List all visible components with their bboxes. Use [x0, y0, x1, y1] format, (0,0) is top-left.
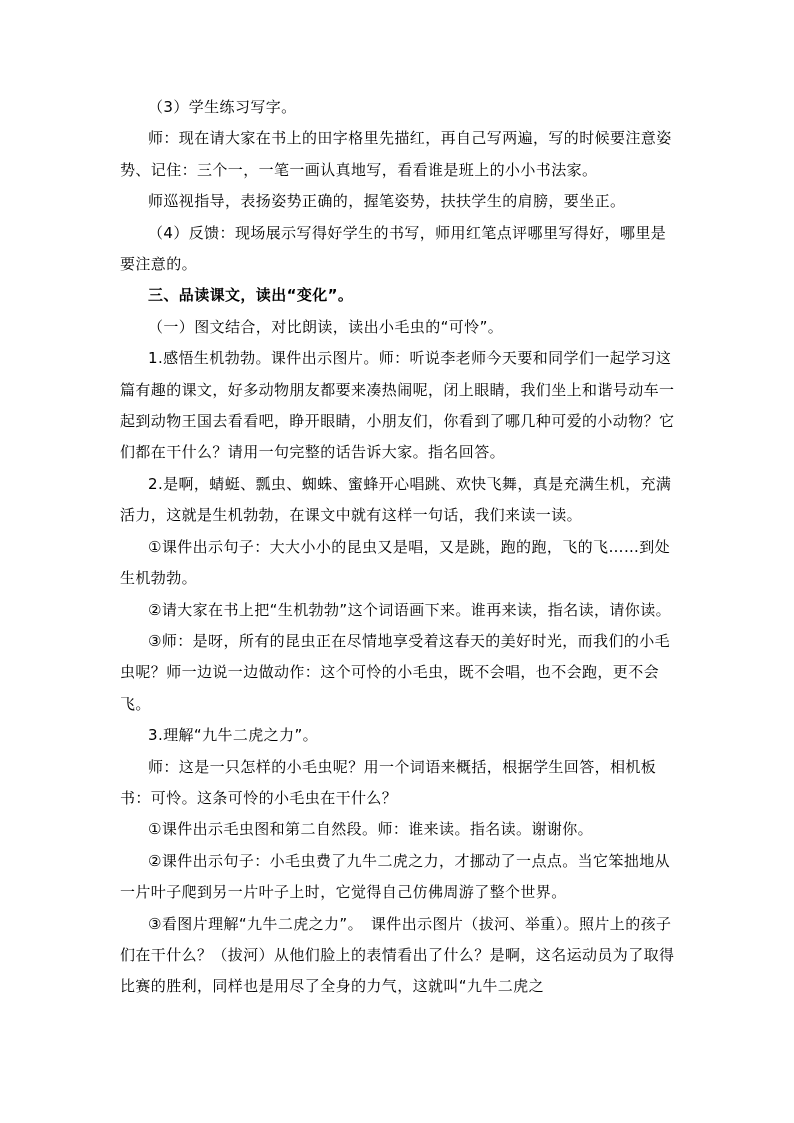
paragraph-step-1: 1.感悟生机勃勃。课件出示图片。师：听说李老师今天要和同学们一起学习这篇有趣的课文，好多动物朋友都要来凑热闹呢，闭上眼睛，我们坐上和谐号动车一起到动物王国去看看吧，睁开眼睛，小朋友们，你看到了哪几种可爱的小动物？它们都在干什么？请用一句完整的话告诉大家。指名回答。 [120, 349, 675, 462]
paragraph-teacher-patrol: 师巡视指导，表扬姿势正确的，握笔姿势，扶扶学生的肩膀，要坐正。 [148, 192, 626, 211]
subsection-heading: （一）图文结合，对比朗读，读出小毛虫的“可怜”。 [148, 317, 504, 336]
paragraph-courseware-1: ①课件出示毛虫图和第二自然段。师：谁来读。指名读。谢谢你。 [148, 820, 594, 839]
paragraph-step-3: 3.理解“九牛二虎之力”。 [148, 726, 319, 745]
paragraph-teacher-question: 师：这是一只怎样的小毛虫呢？用一个词语来概括，根据学生回答，相机板书：可怜。这条可怜的小毛虫在干什么？ [120, 757, 657, 807]
paragraph-practice-writing: （3）学生练习写字。 [148, 98, 297, 116]
paragraph-teacher-instruction: 师：现在请大家在书上的田字格里先描红，再自己写两遍，写的时候要注意姿势、记住：三个一，一笔一画认真地写，看看谁是班上的小小书法家。 [120, 129, 672, 179]
document-body [120, 92, 676, 1003]
paragraph-courseware-2: ②课件出示句子：小毛虫费了九牛二虎之力，才挪动了一点点。当它笨拙地从一片叶子爬到另一片叶子上时，它觉得自己仿佛周游了整个世界。 [120, 851, 671, 902]
paragraph-step-2: 2.是啊，蜻蜓、瓢虫、蜘蛛、蜜蜂开心唱跳、欢快飞舞，真是充满生机，充满活力，这就是生机勃勃，在课文中就有这样一句话，我们来读一读。 [120, 474, 672, 525]
paragraph-sentence-3: ③师：是呀，所有的昆虫正在尽情地享受着这春天的美好时光，而我们的小毛虫呢？师一边说一边做动作：这个可怜的小毛虫，既不会唱，也不会跑，更不会飞。 [120, 631, 671, 713]
paragraph-feedback: （4）反馈：现场展示写得好学生的书写，师用红笔点评哪里写得好，哪里是要注意的。 [120, 223, 667, 274]
paragraph-picture-understanding: ③看图片理解“九牛二虎之力”。 课件出示图片（拔河、举重）。照片上的孩子们在干什么？（拔河）从他们脸上的表情看出了什么？是啊，这名运动员为了取得比赛的胜利，同样也是用尽了全身的力气，这就叫“九牛二虎之 [120, 914, 675, 996]
paragraph-sentence-2: ②请大家在书上把“生机勃勃”这个词语画下来。谁再来读，指名读，请你读。 [148, 600, 671, 619]
section-heading: 三、品读课文，读出“变化”。 [148, 286, 354, 305]
paragraph-sentence-1: ①课件出示句子：大大小小的昆虫又是唱，又是跳，跑的跑，飞的飞……到处生机勃勃。 [120, 537, 671, 588]
